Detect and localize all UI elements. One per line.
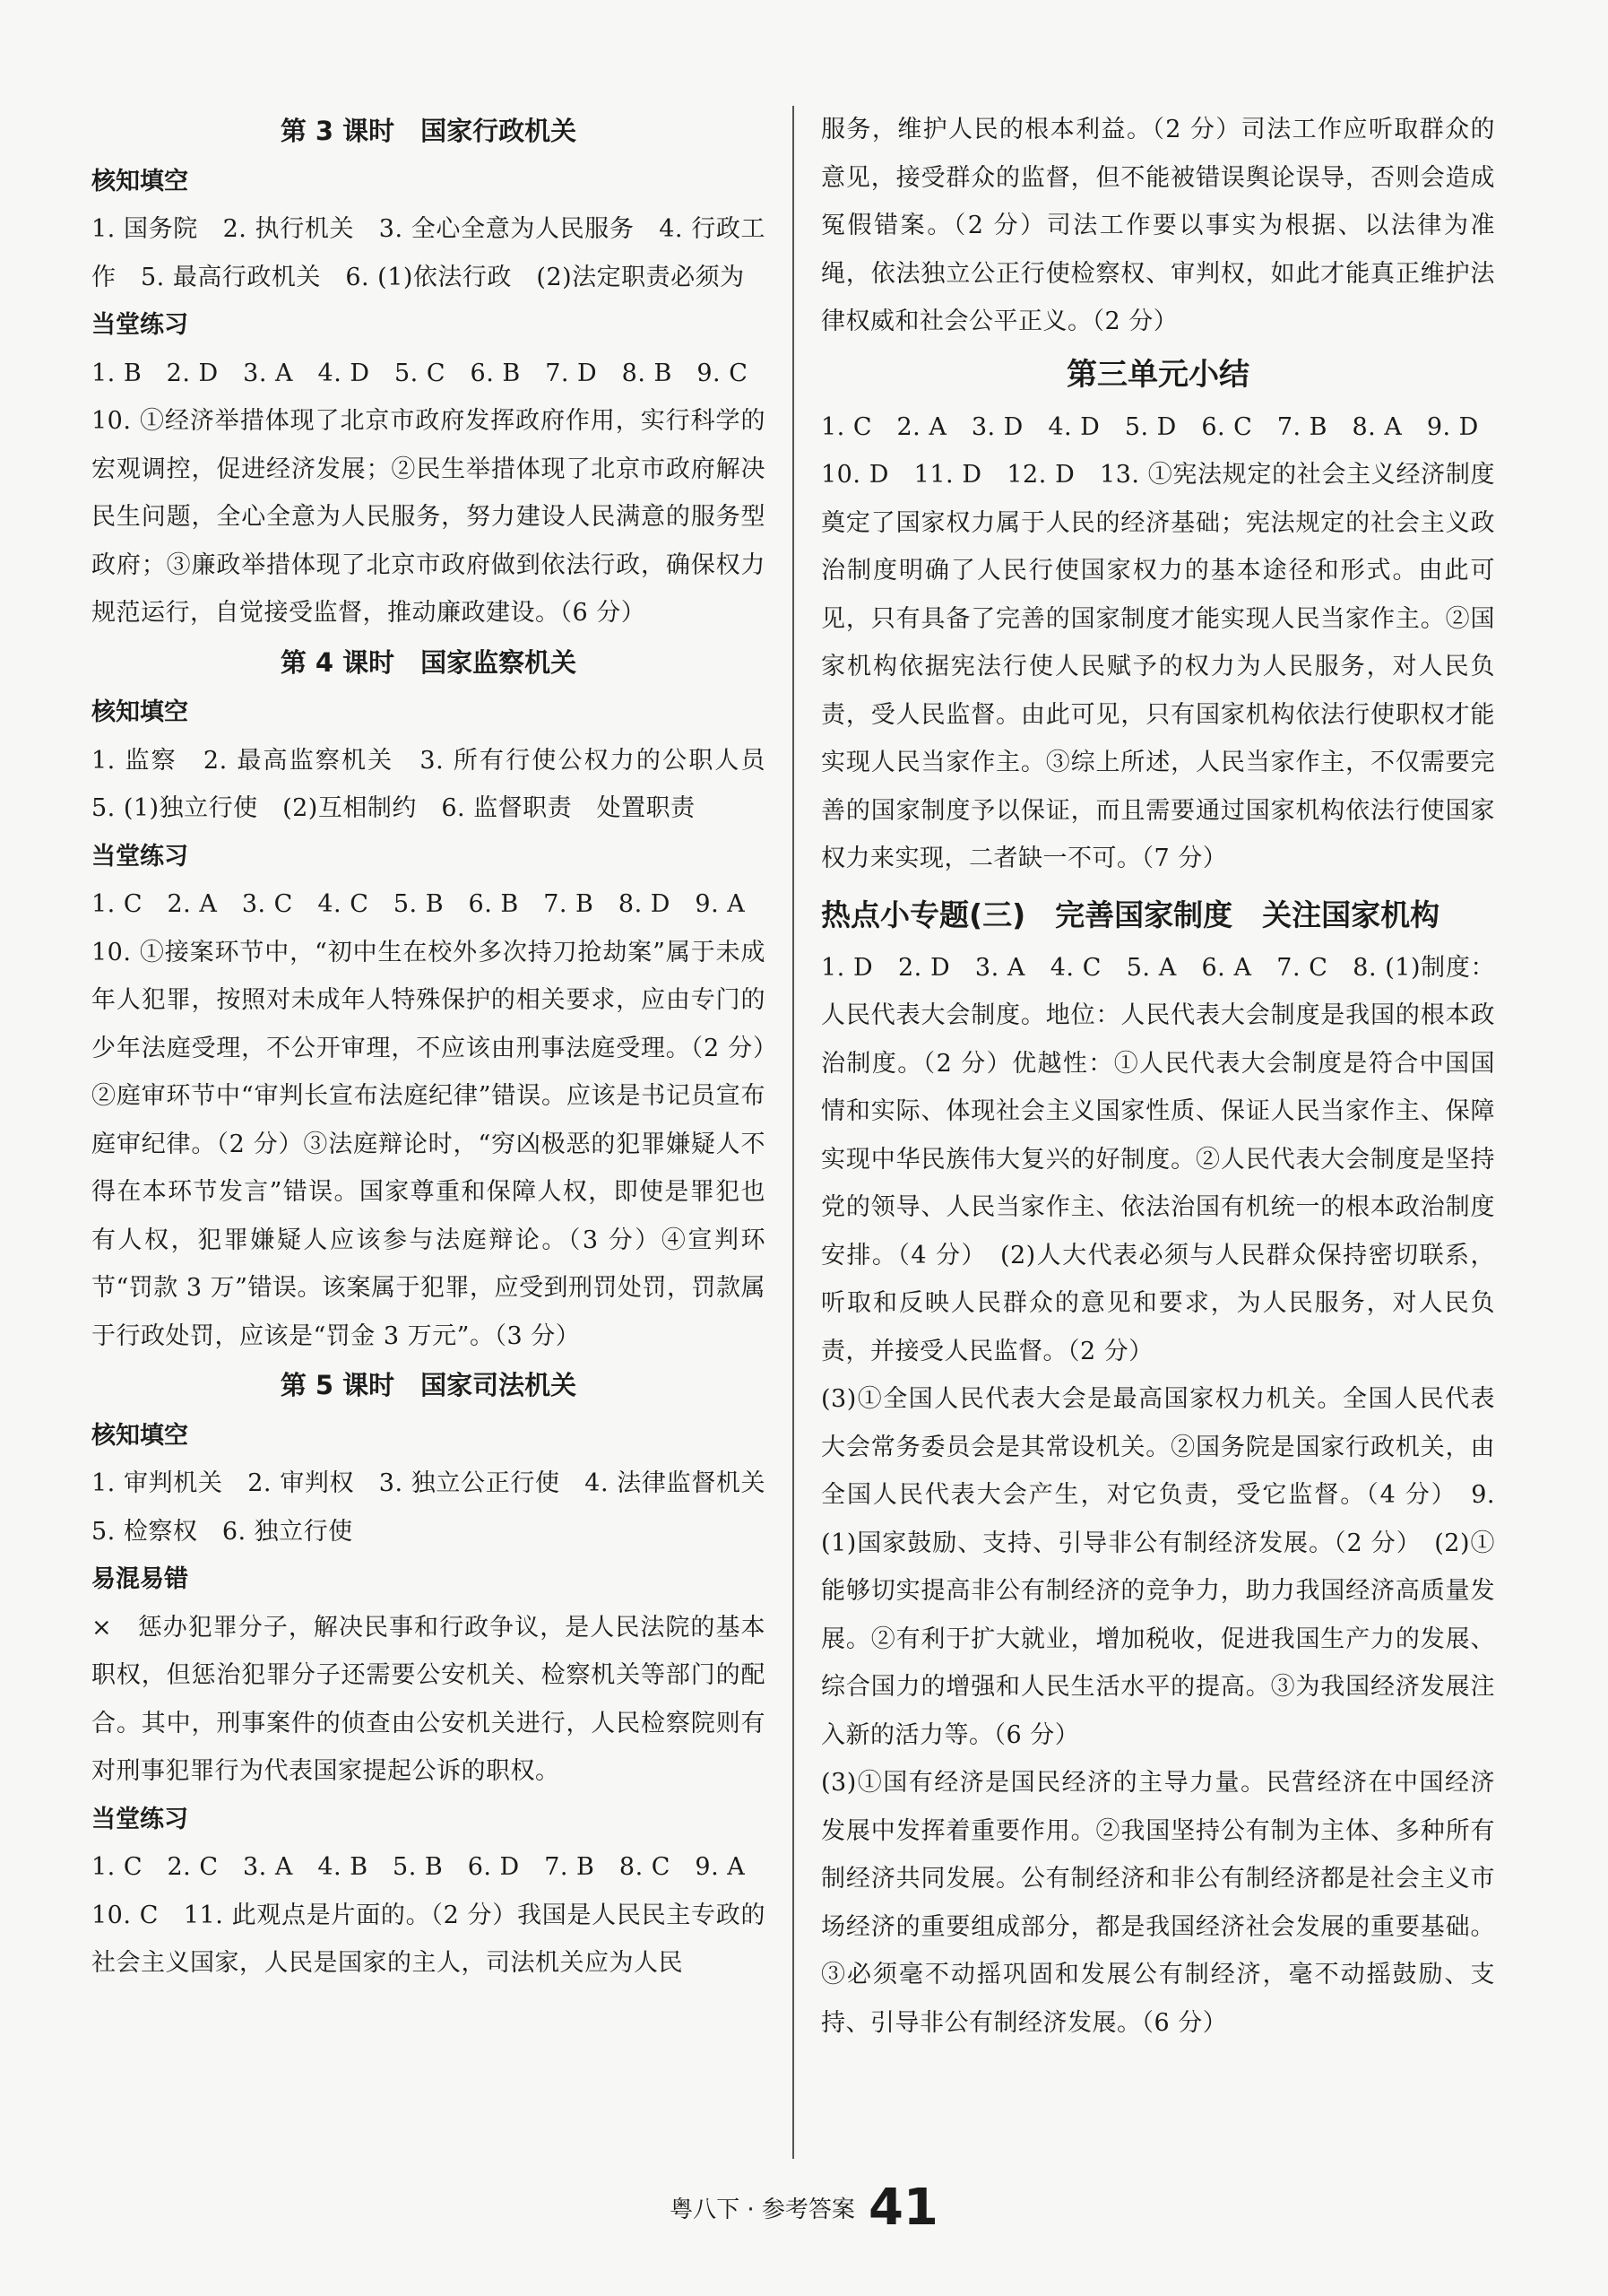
lesson3-practice-choices: 1. B 2. D 3. A 4. D 5. C 6. B 7. D 8. B 9. C — [91, 359, 748, 387]
lesson3-fill-blank-answers: 1. 国务院 2. 执行机关 3. 全心全意为人民服务 4. 行政工作 5. 最高行政机关 6. (1)依法行政 (2)法定职责必须为 — [91, 215, 765, 291]
unit3-choices: 1. C 2. A 3. D 4. D 5. D 6. C 7. B 8. A 9. D — [821, 412, 1479, 441]
hot-topic-q8-9: (3)①全国人民代表大会是最高国家权力机关。全国人民代表大会常务委员会是其常设机关。②国务院是国家行政机关，由全国人民代表大会产生，对它负责，受它监督。（4 分） 9. (1)国家鼓励、支持、引导非公有制经济发展。（2 分） (2)①能够切实提高非公有制经济的竞争力，助力我国经济高质量发展。②有利于扩大就业，增加税收，促进我国生产力的发展、综合国力的增强和人民生活水平的提高。③为我国经济发展注入新的活力等。（6 分） — [821, 1385, 1495, 1749]
lesson5-fill-blank-heading: 核知填空 — [91, 1421, 188, 1450]
right-column — [821, 106, 1495, 2047]
lesson4-practice-choices: 1. C 2. A 3. C 4. C 5. B 6. B 7. B 8. D 9. A — [91, 890, 746, 918]
lesson5-q11-continued: 服务，维护人民的根本利益。（2 分）司法工作应听取群众的意见，接受群众的监督，但不能被错误舆论误导，否则会造成冤假错案。（2 分）司法工作要以事实为根据、以法律为准绳，依法独立公正行使检察权、审判权，如此才能真正维护法律权威和社会公平正义。（2 分） — [821, 116, 1495, 335]
hot-topic-title: 热点小专题(三) 完善国家制度 关注国家机构 — [821, 897, 1440, 932]
lesson5-title: 第 5 课时 国家司法机关 — [280, 1370, 577, 1400]
page-number: 41 — [868, 2179, 938, 2237]
lesson5-confusion-text: × 惩办犯罪分子，解决民事和行政争议，是人民法院的基本职权，但惩治犯罪分子还需要公安机关、检察机关等部门的配合。其中，刑事案件的侦查由公安机关进行，人民检察院则有对刑事犯罪行为代表国家提起公诉的职权。 — [91, 1613, 765, 1785]
lesson4-practice-heading: 当堂练习 — [91, 842, 188, 871]
lesson5-confusion-heading: 易混易错 — [91, 1565, 188, 1593]
column-divider — [792, 106, 794, 2159]
hot-topic-q9-3: (3)①国有经济是国民经济的主导力量。民营经济在中国经济发展中发挥着重要作用。②我国坚持公有制为主体、多种所有制经济共同发展。公有制经济和非公有制经济都是社会主义市场经济的重要组成部分，都是我国经济社会发展的重要基础。③必须毫不动摇巩固和发展公有制经济，毫不动摇鼓励、支持、引导非公有制经济发展。（6 分） — [821, 1769, 1495, 2037]
lesson4-title: 第 4 课时 国家监察机关 — [280, 646, 577, 678]
lesson5-fill-blank-answers: 1. 审判机关 2. 审判权 3. 独立公正行使 4. 法律监督机关 5. 检察权 6. 独立行使 — [91, 1469, 791, 1546]
lesson5-practice-choices: 1. C 2. C 3. A 4. B 5. B 6. D 7. B 8. C 9. A — [91, 1853, 746, 1881]
lesson3-title: 第 3 课时 国家行政机关 — [280, 116, 577, 146]
lesson3-practice-heading: 当堂练习 — [91, 311, 188, 339]
lesson5-practice-q10-11: 10. C 11. 此观点是片面的。（2 分）我国是人民民主专政的社会主义国家，人民是国家的主人，司法机关应为人民 — [91, 1901, 765, 1977]
unit3-summary-title: 第三单元小结 — [1067, 356, 1249, 393]
hot-topic-q1-8: 1. D 2. D 3. A 4. C 5. A 6. A 7. C 8. (1)制度：人民代表大会制度。地位：人民代表大会制度是我国的根本政治制度。（2 分）优越性：①人民代表大会制度是符合中国国情和实际、体现社会主义国家性质、保证人民当家作主、保障实现中华民族伟大复兴的好制度。②人民代表大会制度是坚持党的领导、人民当家作主、依法治国有机统一的根本政治制度安排。（4 分） (2)人大代表必须与人民群众保持密切联系，听取和反映人民群众的意见和要求，为人民服务，对人民负责，并接受人民监督。（2 分） — [821, 953, 1495, 1365]
lesson4-practice-q10: 10. ①接案环节中，“初中生在校外多次持刀抢劫案”属于未成年人犯罪，按照对未成年人特殊保护的相关要求，应由专门的少年法庭受理，不公开审理，不应该由刑事法庭受理。（2 分）②庭审环节中“审判长宣布法庭纪律”错误。应该是书记员宣布庭审纪律。（2 分）③法庭辩论时，“穷凶极恶的犯罪嫌疑人不得在本环节发言”错误。国家尊重和保障人权，即使是罪犯也有人权，犯罪嫌疑人应该参与法庭辩论。（3 分）④宣判环节“罚款 3 万”错误。该案属于犯罪，应受到刑罚处罚，罚款属于行政处罚，应该是“罚金 3 万元”。（3 分） — [91, 938, 765, 1350]
lesson3-fill-blank-heading: 核知填空 — [91, 167, 188, 195]
footer-label: 粤八下 · 参考答案 — [670, 2196, 855, 2223]
lesson3-practice-q10: 10. ①经济举措体现了北京市政府发挥政府作用，实行科学的宏观调控，促进经济发展；②民生举措体现了北京市政府解决民生问题，全心全意为人民服务，努力建设人民满意的服务型政府；③廉政举措体现了北京市政府做到依法行政，确保权力规范运行，自觉接受监督，推动廉政建设。（6 分） — [91, 407, 765, 627]
page-footer — [0, 2179, 1608, 2237]
left-column — [91, 106, 791, 1988]
lesson5-practice-heading: 当堂练习 — [91, 1805, 188, 1833]
lesson4-fill-blank-answers: 1. 监察 2. 最高监察机关 3. 所有行使公权力的公职人员 5. (1)独立行使 (2)互相制约 6. 监督职责 处置职责 — [91, 746, 791, 822]
unit3-q10-13: 10. D 11. D 12. D 13. ①宪法规定的社会主义经济制度奠定了国家权力属于人民的经济基础；宪法规定的社会主义政治制度明确了人民行使国家权力的基本途径和形式。由此可见，只有具备了完善的国家制度才能实现人民当家作主。②国家机构依据宪法行使人民赋予的权力为人民服务，对人民负责，受人民监督。由此可见，只有国家机构依法行使职权才能实现人民当家作主。③综上所述，人民当家作主，不仅需要完善的国家制度予以保证，而且需要通过国家机构依法行使国家权力来实现，二者缺一不可。（7 分） — [821, 461, 1495, 872]
lesson4-fill-blank-heading: 核知填空 — [91, 698, 188, 726]
